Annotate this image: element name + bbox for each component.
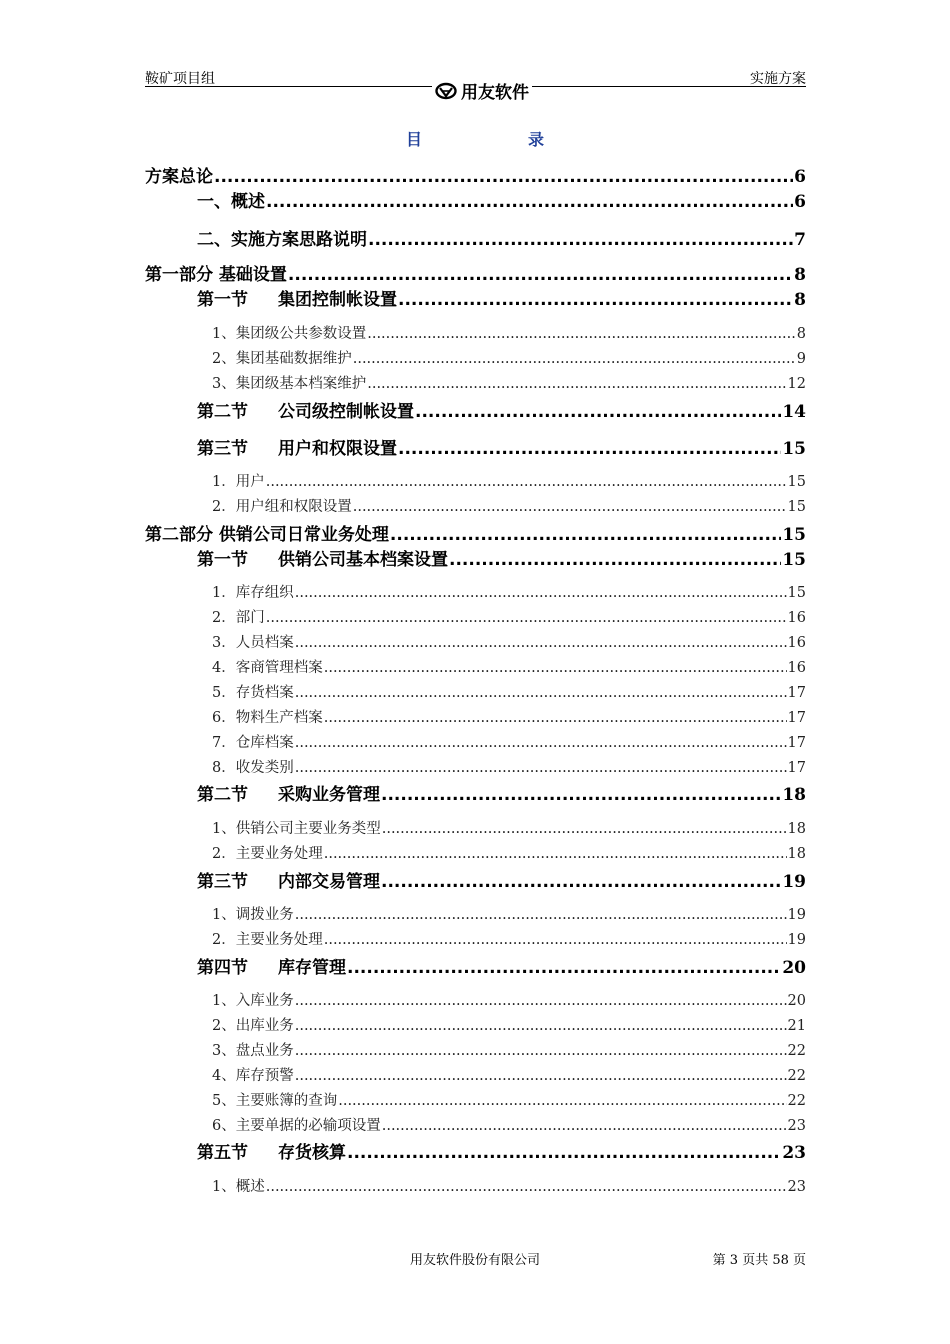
toc-leader-dots	[266, 474, 787, 490]
toc-entry-label: 2．主要业务处理	[212, 846, 323, 862]
header-left-text: 鞍矿项目组	[145, 71, 215, 87]
company-logo	[432, 78, 532, 103]
toc-entry-label	[197, 397, 414, 422]
footer-company: 用友软件股份有限公司	[409, 1253, 540, 1268]
toc-entry-label: 1、供销公司主要业务类型	[212, 821, 381, 837]
toc-entry[interactable]	[212, 372, 806, 393]
toc-page-number: 15	[782, 525, 806, 545]
toc-leader-dots	[368, 230, 793, 250]
toc-entry-label: 1．库存组织	[212, 585, 294, 601]
toc-entry-label: 4．客商管理档案	[212, 660, 323, 676]
toc-section-title: 集团控制帐设置	[278, 290, 397, 310]
toc-entry[interactable]	[212, 1175, 806, 1196]
toc-leader-dots	[390, 525, 781, 545]
toc-entry[interactable]	[212, 989, 806, 1010]
toc-page-number: 12	[787, 376, 806, 392]
toc-section-number: 第五节	[197, 1143, 248, 1163]
toc-page-number: 17	[787, 710, 806, 726]
toc-title-char-2: 录	[528, 130, 545, 149]
toc-page-number: 23	[782, 1143, 806, 1163]
toc-entry-label: 2、集团基础数据维护	[212, 351, 352, 367]
toc-leader-dots	[266, 610, 787, 626]
toc-entry[interactable]	[212, 1039, 806, 1060]
toc-leader-dots	[398, 439, 781, 459]
toc-leader-dots	[324, 846, 787, 862]
toc-entry[interactable]	[197, 545, 806, 570]
toc-entry-label: 8．收发类别	[212, 760, 294, 776]
toc-section-number: 第一节	[197, 290, 248, 310]
toc-entry-label: 4、库存预警	[212, 1068, 294, 1084]
toc-section-title: 供销公司基本档案设置	[278, 550, 448, 570]
toc-leader-dots	[214, 167, 793, 187]
toc-entry-label: 2、出库业务	[212, 1018, 294, 1034]
toc-page-number: 15	[782, 439, 806, 459]
toc-leader-dots	[382, 821, 787, 837]
toc-entry-label: 第二部分 供销公司日常业务处理	[145, 525, 389, 545]
toc-entry-label: 3、集团级基本档案维护	[212, 376, 367, 392]
toc-title	[0, 127, 950, 150]
toc-page-number: 17	[787, 735, 806, 751]
toc-entry[interactable]	[212, 470, 806, 491]
toc-entry[interactable]	[212, 495, 806, 516]
toc-page-number: 19	[787, 932, 806, 948]
toc-entry[interactable]	[212, 1064, 806, 1085]
toc-entry[interactable]	[212, 928, 806, 949]
toc-entry-label: 方案总论	[145, 167, 213, 187]
toc-section-number: 第一节	[197, 550, 248, 570]
header-right-text: 实施方案	[750, 71, 806, 87]
toc-page-number: 18	[787, 821, 806, 837]
toc-page-number: 18	[787, 846, 806, 862]
toc-leader-dots	[381, 872, 781, 892]
logo-text: 用友软件	[461, 83, 529, 103]
toc-title-char-1: 目	[405, 130, 422, 149]
toc-leader-dots	[295, 735, 787, 751]
toc-entry-label: 1、入库业务	[212, 993, 294, 1009]
toc-page-number: 9	[796, 351, 806, 367]
toc-entry[interactable]	[197, 953, 806, 978]
toc-page-number: 8	[794, 265, 806, 285]
toc-entry-label: 第一部分 基础设置	[145, 265, 287, 285]
toc-leader-dots	[324, 710, 787, 726]
toc-section-title: 公司级控制帐设置	[278, 402, 414, 422]
toc-entry[interactable]	[212, 347, 806, 368]
toc-entry[interactable]	[212, 606, 806, 627]
toc-entry-label: 二、实施方案思路说明	[197, 230, 367, 250]
toc-page-number: 21	[787, 1018, 806, 1034]
toc-entry-label: 一、概述	[197, 192, 265, 212]
toc-entry-label: 2．部门	[212, 610, 265, 626]
toc-entry-label: 3、盘点业务	[212, 1043, 294, 1059]
toc-entry[interactable]	[212, 631, 806, 652]
toc-entry-label: 1、概述	[212, 1179, 265, 1195]
toc-entry[interactable]	[197, 187, 806, 212]
toc-page-number: 18	[782, 785, 806, 805]
toc-leader-dots	[295, 760, 787, 776]
toc-entry-label: 6．物料生产档案	[212, 710, 323, 726]
toc-entry-label	[197, 780, 380, 805]
toc-entry-label	[197, 545, 448, 570]
toc-leader-dots	[367, 376, 786, 392]
toc-entry-label: 1、集团级公共参数设置	[212, 326, 367, 342]
toc-entry[interactable]	[145, 162, 806, 187]
toc-entry[interactable]	[145, 520, 806, 545]
toc-section-title: 存货核算	[278, 1143, 346, 1163]
toc-page-number: 14	[782, 402, 806, 422]
toc-entry[interactable]	[145, 260, 806, 285]
toc-page-number: 8	[794, 290, 806, 310]
toc-entry[interactable]	[212, 1114, 806, 1135]
toc-section-title: 内部交易管理	[278, 872, 380, 892]
toc-entry-label: 1．用户	[212, 474, 265, 490]
logo-mark-icon	[435, 82, 457, 100]
toc-page-number: 16	[787, 610, 806, 626]
toc-leader-dots	[347, 958, 781, 978]
toc-entry-label: 5．存货档案	[212, 685, 294, 701]
toc-page-number: 22	[787, 1068, 806, 1084]
toc-entry-label: 2．用户组和权限设置	[212, 499, 352, 515]
toc-leader-dots	[353, 499, 787, 515]
toc-page-number: 19	[782, 872, 806, 892]
toc-entry[interactable]	[212, 731, 806, 752]
toc-page-number: 23	[787, 1118, 806, 1134]
toc-entry-label: 3．人员档案	[212, 635, 294, 651]
toc-entry-label	[197, 867, 380, 892]
toc-leader-dots	[449, 550, 781, 570]
toc-entry[interactable]	[212, 681, 806, 702]
toc-page-number: 15	[782, 550, 806, 570]
toc-leader-dots	[398, 290, 793, 310]
toc-leader-dots	[295, 635, 787, 651]
toc-leader-dots	[347, 1143, 781, 1163]
toc-page-number: 22	[787, 1093, 806, 1109]
toc-leader-dots	[288, 265, 793, 285]
toc-entry-label: 6、主要单据的必输项设置	[212, 1118, 381, 1134]
toc-entry[interactable]	[197, 780, 806, 805]
toc-entry[interactable]	[212, 656, 806, 677]
toc-entry-label	[197, 434, 397, 459]
toc-entry-label: 7．仓库档案	[212, 735, 294, 751]
toc-page-number: 16	[787, 635, 806, 651]
toc-leader-dots	[295, 585, 787, 601]
toc-page-number: 6	[794, 192, 806, 212]
toc-entry[interactable]	[212, 903, 806, 924]
toc-section-number: 第三节	[197, 872, 248, 892]
toc-page-number: 20	[787, 993, 806, 1009]
toc-leader-dots	[353, 351, 796, 367]
toc-section-number: 第二节	[197, 785, 248, 805]
toc-page-number: 15	[787, 585, 806, 601]
toc-section-title: 库存管理	[278, 958, 346, 978]
toc-entry-label: 5、主要账簿的查询	[212, 1093, 338, 1109]
toc-section-number: 第二节	[197, 402, 248, 422]
toc-entry-label	[197, 953, 346, 978]
toc-section-number: 第三节	[197, 439, 248, 459]
footer-page-info: 第 3 页共 58 页	[712, 1253, 806, 1268]
toc-page-number: 19	[787, 907, 806, 923]
toc-entry-label: 1、调拨业务	[212, 907, 294, 923]
toc-entry-label	[197, 285, 397, 310]
toc-entry[interactable]	[212, 322, 806, 343]
toc-leader-dots	[367, 326, 796, 342]
toc-entry[interactable]	[212, 756, 806, 777]
toc-entry[interactable]	[212, 842, 806, 863]
toc-entry[interactable]	[197, 867, 806, 892]
toc-entry-label	[197, 1138, 346, 1163]
toc-entry[interactable]	[197, 397, 806, 422]
toc-leader-dots	[295, 993, 787, 1009]
toc-page-number: 17	[787, 685, 806, 701]
toc-page-number: 17	[787, 760, 806, 776]
toc-leader-dots	[324, 660, 787, 676]
toc-section-number: 第四节	[197, 958, 248, 978]
toc-section-title: 采购业务管理	[278, 785, 380, 805]
toc-page-number: 8	[796, 326, 806, 342]
toc-leader-dots	[295, 907, 787, 923]
toc-section-title: 用户和权限设置	[278, 439, 397, 459]
toc-page-number: 15	[787, 499, 806, 515]
toc-entry[interactable]	[212, 706, 806, 727]
toc-leader-dots	[415, 402, 781, 422]
toc-entry[interactable]	[197, 434, 806, 459]
toc-entry[interactable]	[197, 285, 806, 310]
toc-leader-dots	[295, 1068, 787, 1084]
toc-leader-dots	[324, 932, 787, 948]
toc-entry[interactable]	[197, 225, 806, 250]
toc-entry[interactable]	[212, 1014, 806, 1035]
toc-page-number: 15	[787, 474, 806, 490]
toc-leader-dots	[266, 192, 793, 212]
toc-leader-dots	[295, 685, 787, 701]
toc-leader-dots	[381, 785, 781, 805]
toc-entry[interactable]	[212, 1089, 806, 1110]
toc-leader-dots	[295, 1043, 787, 1059]
toc-entry[interactable]	[212, 581, 806, 602]
toc-entry[interactable]	[212, 817, 806, 838]
toc-leader-dots	[382, 1118, 787, 1134]
toc-page-number: 23	[787, 1179, 806, 1195]
toc-page-number: 20	[782, 958, 806, 978]
toc-entry-label: 2．主要业务处理	[212, 932, 323, 948]
toc-page-number: 7	[794, 230, 806, 250]
toc-leader-dots	[266, 1179, 787, 1195]
toc-page-number: 22	[787, 1043, 806, 1059]
toc-leader-dots	[338, 1093, 786, 1109]
toc-leader-dots	[295, 1018, 787, 1034]
toc-page-number: 6	[794, 167, 806, 187]
toc-entry[interactable]	[197, 1138, 806, 1163]
toc-page-number: 16	[787, 660, 806, 676]
